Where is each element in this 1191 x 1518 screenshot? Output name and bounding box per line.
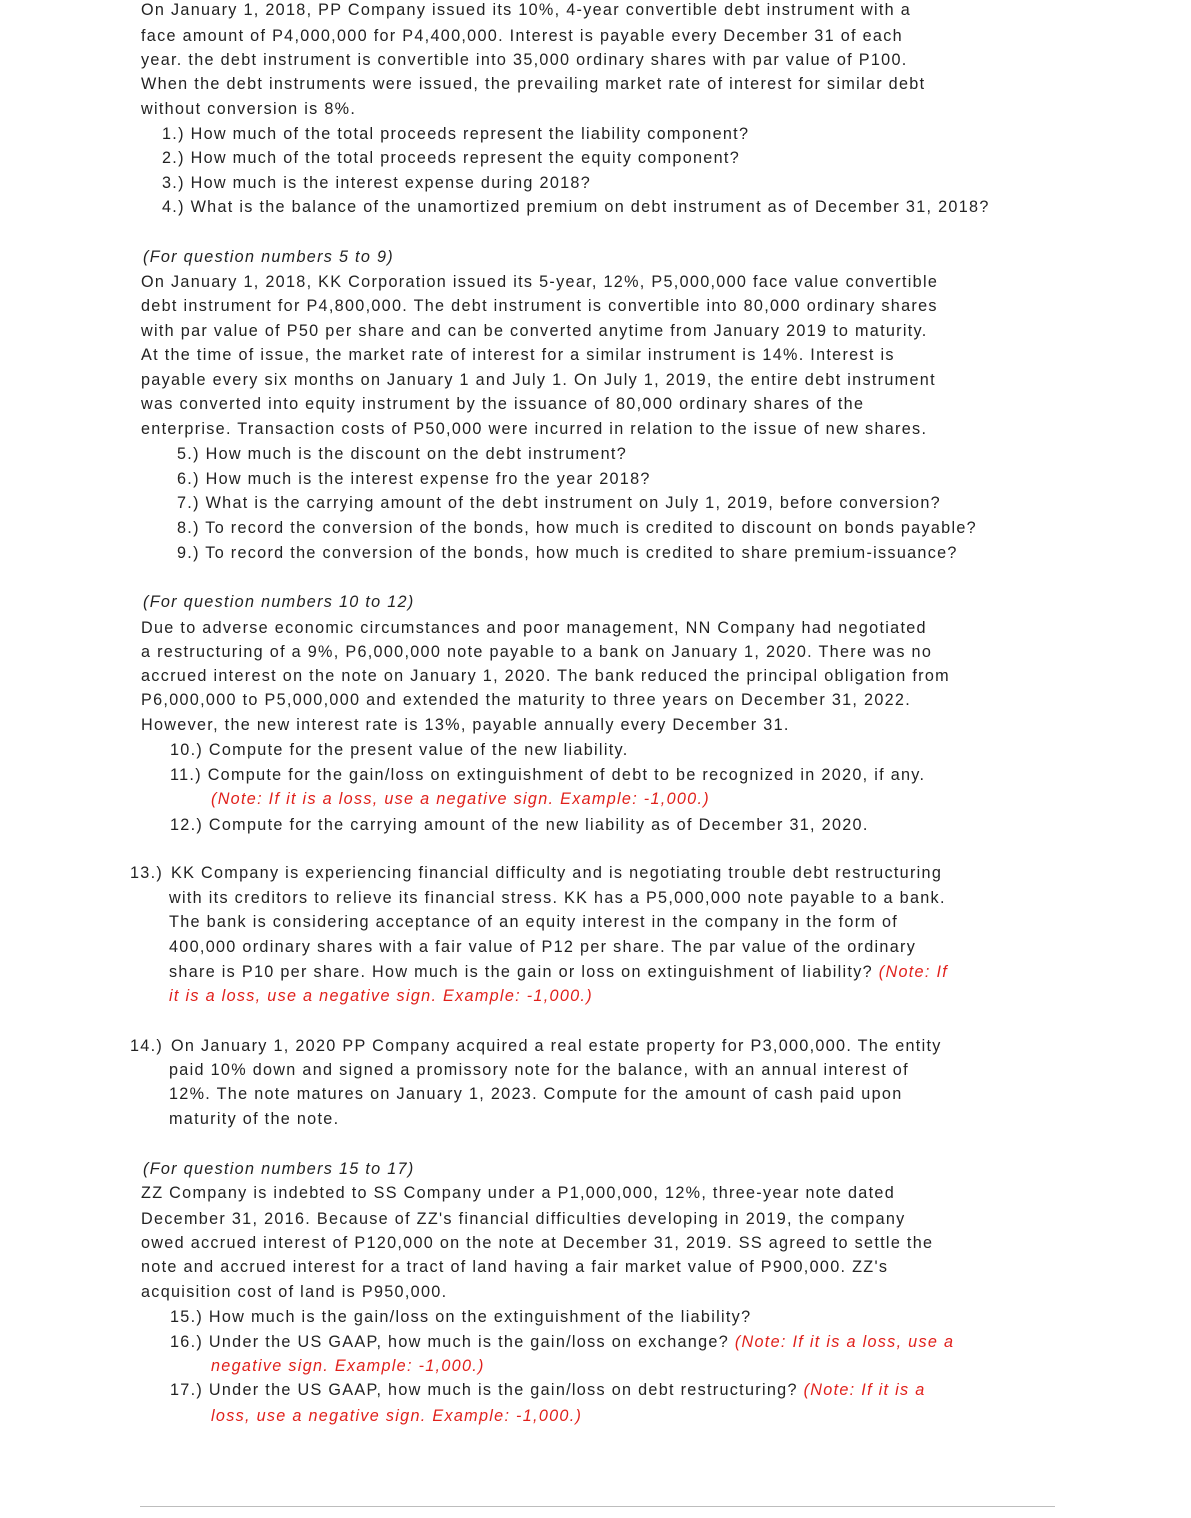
paragraph-line: face amount of P4,000,000 for P4,400,000. Interest is payable every December 31 of each (141, 27, 903, 45)
paragraph-line: When the debt instruments were issued, the prevailing market rate of interest for similar debt (141, 75, 926, 93)
question-16-text: 16.) Under the US GAAP, how much is the gain/loss on exchange? (170, 1333, 730, 1351)
question-13-text: share is P10 per share. How much is the gain or loss on extinguishment of liability? (169, 963, 873, 981)
paragraph-line: acquisition cost of land is P950,000. (141, 1283, 448, 1301)
page-divider (140, 1506, 1055, 1507)
paragraph-line: At the time of issue, the market rate of interest for a similar instrument is 14%. Interest is (141, 346, 895, 364)
question-4: 4.) What is the balance of the unamortized premium on debt instrument as of December 31, 2018? (162, 198, 990, 216)
question-17 (170, 1380, 926, 1400)
paragraph-line: ZZ Company is indebted to SS Company under a P1,000,000, 12%, three-year note dated (141, 1184, 895, 1202)
question-13-note: (Note: If (878, 963, 949, 981)
paragraph-line: P6,000,000 to P5,000,000 and extended the maturity to three years on December 31, 2022. (141, 691, 912, 709)
question-14-number: 14.) (130, 1037, 164, 1055)
question-9: 9.) To record the conversion of the bonds, how much is credited to share premium-issuance? (177, 544, 958, 562)
paragraph-line: with par value of P50 per share and can be converted anytime from January 2019 to maturity. (141, 322, 928, 340)
paragraph-line: paid 10% down and signed a promissory note for the balance, with an annual interest of (169, 1061, 909, 1079)
section-heading: (For question numbers 10 to 12) (143, 593, 415, 611)
paragraph-line: December 31, 2016. Because of ZZ's financial difficulties developing in 2019, the company (141, 1210, 906, 1228)
question-17-note: (Note: If it is a (803, 1381, 926, 1399)
question-17-note: loss, use a negative sign. Example: -1,000.) (211, 1407, 583, 1425)
question-7: 7.) What is the carrying amount of the debt instrument on July 1, 2019, before conversion? (177, 494, 941, 512)
question-10: 10.) Compute for the present value of the new liability. (170, 741, 629, 759)
paragraph-line: maturity of the note. (169, 1110, 340, 1128)
paragraph-line: enterprise. Transaction costs of P50,000 were incurred in relation to the issue of new shares. (141, 420, 928, 438)
paragraph-line (169, 962, 948, 982)
paragraph-line: However, the new interest rate is 13%, payable annually every December 31. (141, 716, 790, 734)
paragraph-line: The bank is considering acceptance of an equity interest in the company in the form of (169, 913, 899, 931)
paragraph-line: payable every six months on January 1 and July 1. On July 1, 2019, the entire debt instrument (141, 371, 936, 389)
question-16 (170, 1332, 954, 1352)
question-16-note: negative sign. Example: -1,000.) (211, 1357, 485, 1375)
paragraph-line: was converted into equity instrument by the issuance of 80,000 ordinary shares of the (141, 395, 865, 413)
question-11-note: (Note: If it is a loss, use a negative sign. Example: -1,000.) (211, 790, 710, 808)
question-11: 11.) Compute for the gain/loss on extinguishment of debt to be recognized in 2020, if any. (170, 766, 926, 784)
question-13-number: 13.) (130, 864, 164, 882)
paragraph-line: note and accrued interest for a tract of land having a fair market value of P900,000. ZZ's (141, 1258, 889, 1276)
paragraph-line: 12%. The note matures on January 1, 2023. Compute for the amount of cash paid upon (169, 1085, 903, 1103)
paragraph-line: Due to adverse economic circumstances and poor management, NN Company had negotiated (141, 619, 927, 637)
question-16-note: (Note: If it is a loss, use a (734, 1333, 955, 1351)
question-5: 5.) How much is the discount on the debt instrument? (177, 445, 628, 463)
paragraph-line: On January 1, 2018, KK Corporation issued its 5-year, 12%, P5,000,000 face value convertible (141, 273, 939, 291)
paragraph-line: debt instrument for P4,800,000. The debt instrument is convertible into 80,000 ordinary shares (141, 297, 938, 315)
question-1: 1.) How much of the total proceeds represent the liability component? (162, 125, 750, 143)
question-6: 6.) How much is the interest expense fro the year 2018? (177, 470, 651, 488)
paragraph-line: On January 1, 2020 PP Company acquired a real estate property for P3,000,000. The entity (171, 1037, 942, 1055)
section-heading: (For question numbers 5 to 9) (143, 248, 394, 266)
paragraph-line: with its creditors to relieve its financial stress. KK has a P5,000,000 note payable to a bank. (169, 889, 946, 907)
paragraph-line: On January 1, 2018, PP Company issued its 10%, 4-year convertible debt instrument with a (141, 1, 912, 19)
question-8: 8.) To record the conversion of the bonds, how much is credited to discount on bonds payable? (177, 519, 977, 537)
paragraph-line: a restructuring of a 9%, P6,000,000 note payable to a bank on January 1, 2020. There was no (141, 643, 933, 661)
paragraph-line: owed accrued interest of P120,000 on the note at December 31, 2019. SS agreed to settle the (141, 1234, 934, 1252)
question-13-note: it is a loss, use a negative sign. Example: -1,000.) (169, 987, 593, 1005)
question-17-text: 17.) Under the US GAAP, how much is the gain/loss on debt restructuring? (170, 1381, 798, 1399)
question-2: 2.) How much of the total proceeds represent the equity component? (162, 149, 741, 167)
section-heading: (For question numbers 15 to 17) (143, 1160, 415, 1178)
paragraph-line: accrued interest on the note on January 1, 2020. The bank reduced the principal obligation from (141, 667, 950, 685)
paragraph-line: KK Company is experiencing financial difficulty and is negotiating trouble debt restructuring (171, 864, 943, 882)
paragraph-line: without conversion is 8%. (141, 100, 357, 118)
question-3: 3.) How much is the interest expense during 2018? (162, 174, 592, 192)
paragraph-line: 400,000 ordinary shares with a fair value of P12 per share. The par value of the ordinary (169, 938, 917, 956)
paragraph-line: year. the debt instrument is convertible into 35,000 ordinary shares with par value of P100. (141, 51, 908, 69)
question-12: 12.) Compute for the carrying amount of the new liability as of December 31, 2020. (170, 816, 869, 834)
question-15: 15.) How much is the gain/loss on the extinguishment of the liability? (170, 1308, 752, 1326)
